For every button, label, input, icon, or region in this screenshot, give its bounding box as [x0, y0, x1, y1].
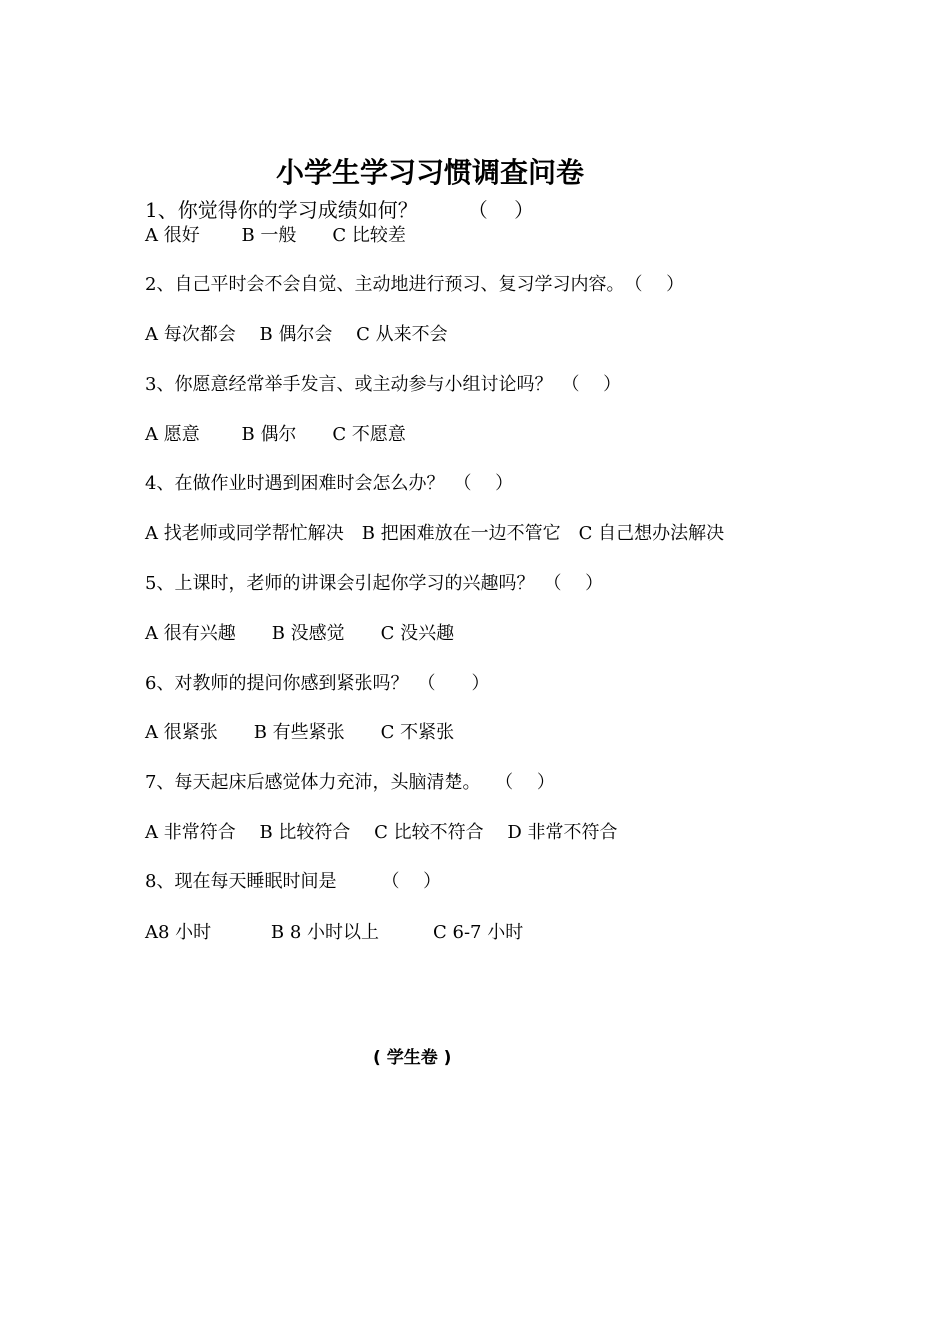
document-title: 小学生学习习惯调查问卷 [275, 156, 584, 189]
question-5-options: A 很有兴趣 B 没感觉 C 没兴趣 [145, 623, 455, 644]
question-2-text: 2、自己平时会不会自觉、主动地进行预习、复习学习内容。 （ ） [145, 274, 685, 295]
document-footer: ( 学生卷 ) [373, 1048, 452, 1068]
question-3-options: A 愿意 B 偶尔 C 不愿意 [145, 424, 406, 445]
question-2-options: A 每次都会 B 偶尔会 C 从来不会 [145, 324, 448, 345]
question-4-text: 4、在做作业时遇到困难时会怎么办？ （ ） [145, 473, 514, 494]
question-7-options: A 非常符合 B 比较符合 C 比较不符合 D 非常不符合 [145, 822, 618, 843]
question-1-options: A 很好 B 一般 C 比较差 [145, 225, 406, 246]
question-6-options: A 很紧张 B 有些紧张 C 不紧张 [145, 722, 455, 743]
question-8-options: A8 小时 B 8 小时以上 C 6-7 小时 [145, 922, 524, 943]
question-4-options: A 找老师或同学帮忙解决 B 把困难放在一边不管它 C 自己想办法解决 [145, 523, 725, 544]
question-7-text: 7、每天起床后感觉体力充沛，头脑清楚。 （ ） [145, 772, 555, 793]
question-3-text: 3、你愿意经常举手发言、或主动参与小组讨论吗？ （ ） [145, 374, 622, 395]
question-6-text: 6、对教师的提问你感到紧张吗？ （ ） [145, 673, 490, 694]
question-5-text: 5、上课时，老师的讲课会引起你学习的兴趣吗？ （ ） [145, 573, 604, 594]
question-8-text: 8、现在每天睡眠时间是 （ ） [145, 871, 442, 892]
question-1-text: 1、你觉得你的学习成绩如何？ （ ） [145, 198, 535, 222]
